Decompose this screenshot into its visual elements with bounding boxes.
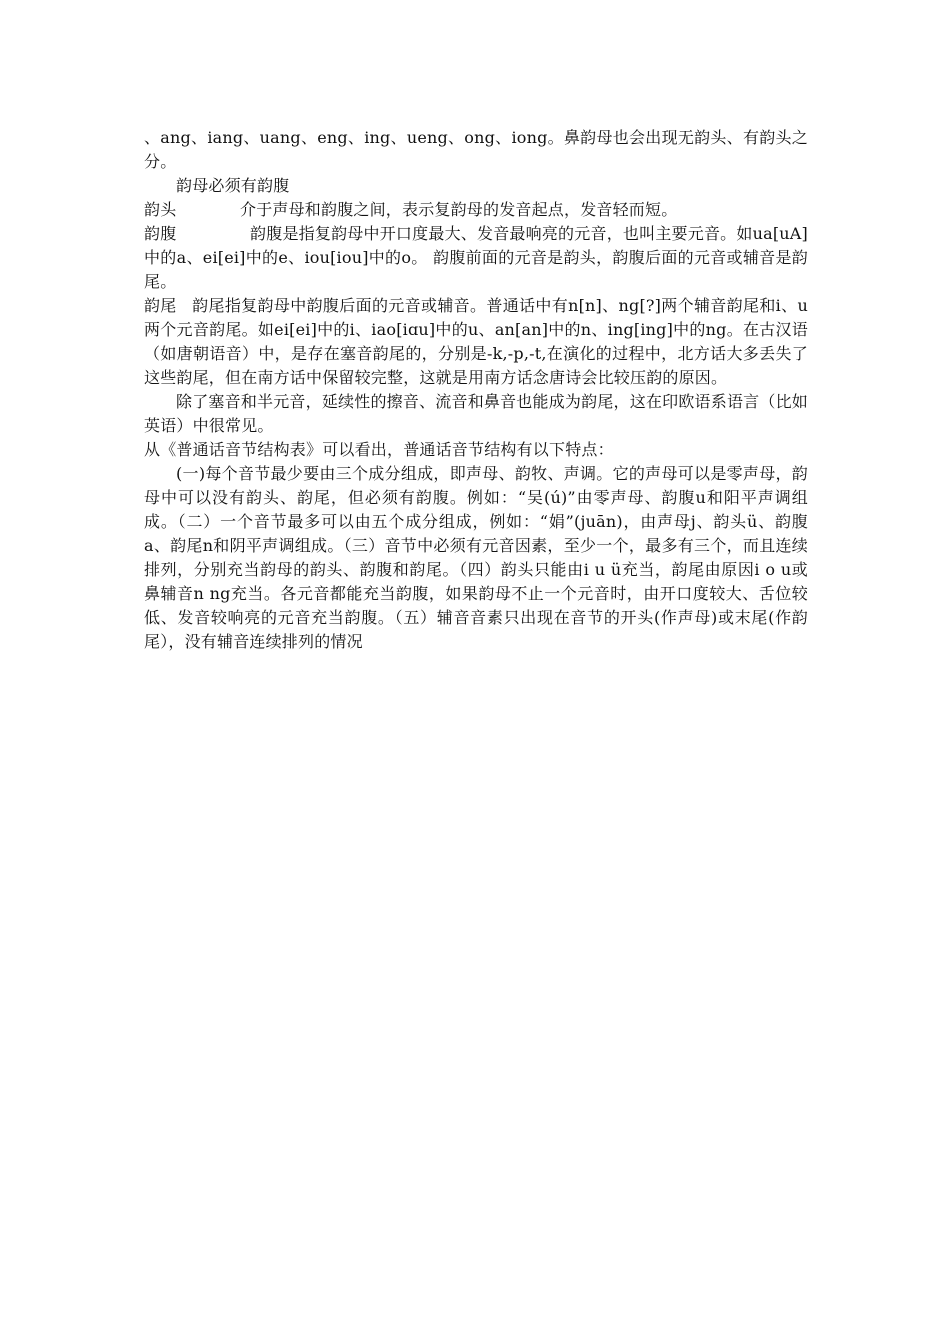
paragraph-final-requires-nucleus: 韵母必须有韵腹 <box>176 176 290 195</box>
paragraph-nasal-finals: 、ang、iang、uang、eng、ing、ueng、ong、iong。鼻韵母也会出现无韵头、有韵头之分。 <box>144 128 808 171</box>
definition-nucleus: 韵腹是指复韵母中开口度最大、发音最响亮的元音，也叫主要元音。如ua[uA]中的a、ei[ei]中的e、iou[iou]中的o。 韵腹前面的元音是韵头，韵腹后面的元音或辅音是韵尾。 <box>144 224 808 291</box>
definition-medial: 介于声母和韵腹之间，表示复韵母的发音起点，发音轻而短。 <box>240 200 678 219</box>
paragraph-syllable-structure-features: (一)每个音节最少要由三个成分组成，即声母、韵牧、声调。它的声母可以是零声母，韵母中可以没有韵头、韵尾，但必须有韵腹。例如：“吴(ú)”由零声母、韵腹u和阳平声调组成。（二）一个音节最多可以由五个成分组成，例如：“娟”(juān)，由声母j、韵头ü、韵腹a、韵尾n和阴平声调组成。（三）音节中必须有元音因素，至少一个，最多有三个，而且连续排列，分别充当韵母的韵头、韵腹和韵尾。（四）韵头只能由i u ü充当，韵尾由原因i o u或鼻辅音n ng充当。各元音都能充当韵腹，如果韵母不止一个元音时，由开口度较大、舌位较低、发音较响亮的元音充当韵腹。（五）辅音音素只出现在音节的开头(作声母)或末尾(作韵尾），没有辅音连续排列的情况 <box>144 464 808 651</box>
term-nucleus: 韵腹 <box>144 224 177 243</box>
term-coda: 韵尾 <box>144 296 177 315</box>
paragraph-nucleus <box>144 222 808 294</box>
definition-coda: 韵尾指复韵母中韵腹后面的元音或辅音。普通话中有n[n]、ng[?]两个辅音韵尾和i、u两个元音韵尾。如ei[ei]中的i、iao[iɑu]中的u、an[an]中的n、ing[ing]中的ng。在古汉语（如唐朝语音）中，是存在塞音韵尾的，分别是-k,-p,-t,在演化的过程中，北方话大多丢失了这些韵尾，但在南方话中保留较完整，这就是用南方话念唐诗会比较压韵的原因。 <box>144 296 808 387</box>
paragraph-continuant-codas: 除了塞音和半元音，延续性的擦音、流音和鼻音也能成为韵尾，这在印欧语系语言（比如英语）中很常见。 <box>144 392 808 435</box>
paragraph-coda <box>144 294 808 390</box>
paragraph-medial <box>144 198 808 222</box>
document-page <box>144 126 808 654</box>
paragraph-syllable-structure-intro: 从《普通话音节结构表》可以看出，普通话音节结构有以下特点： <box>144 440 614 459</box>
term-medial: 韵头 <box>144 200 177 219</box>
